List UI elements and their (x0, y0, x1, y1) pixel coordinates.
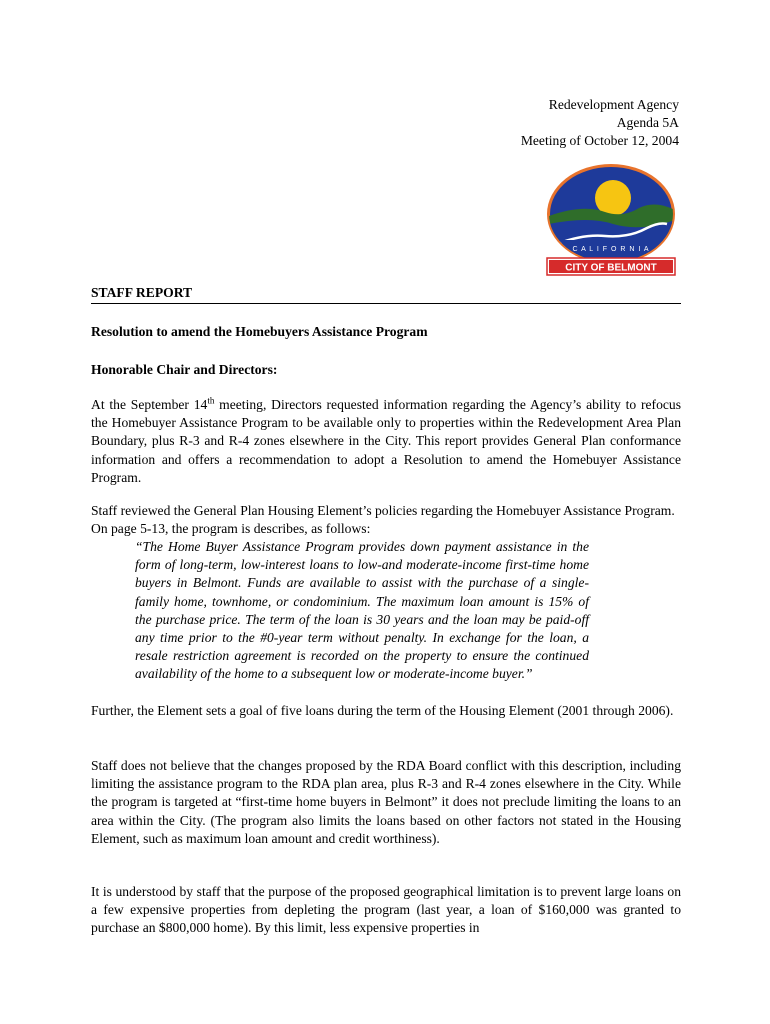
paragraph-3: Further, the Element sets a goal of five loans during the term of the Housing Element (2001 through 2006). (91, 703, 674, 718)
paragraph-1-rest: meeting, Directors requested information regarding the Agency’s ability to refocus the Homebuyer Assistance Program to be available only to properties within the Redevelopment Area Plan Boundary, plus R-3 and R-4 zones elsewhere in the City. This report provides General Plan conformance information and offers a recommendation to adopt a Resolution to amend the Homebuyer Assistance Program. (91, 397, 682, 485)
paragraph-4: Staff does not believe that the changes proposed by the RDA Board conflict with this description, including limiting the assistance program to the RDA plan area, plus R-3 and R-4 zones elsewhere in the City. While the program is targeted at “first-time home buyers in Belmont” it does not preclude limiting the loans to an area within the City. (The program also limits the loans based on other factors not stated in the Housing Element, such as maximum loan amount and credit worthiness). (91, 758, 681, 846)
housing-element-quote: “The Home Buyer Assistance Program provides down payment assistance in the form of long-term, low-interest loans to low-and moderate-income first-time home buyers in Belmont. Funds are available to assist with the purchase of a single-family home, townhome, or condominium. The maximum loan amount is 15% of the purchase price. The term of the loan is 30 years and the loan may be paid-off any time prior to the #0-year term without penalty. In exchange for the loan, a resale restriction agreement is recorded on the property to ensure the continued availability of the home to a subsequent low or moderate-income buyer.” (135, 539, 589, 682)
staff-report-heading: STAFF REPORT (91, 284, 681, 304)
agenda-header (521, 96, 679, 150)
paragraph-1-start: At the September 14 (91, 397, 208, 412)
salutation: Honorable Chair and Directors: (91, 362, 278, 377)
city-label: CITY OF BELMONT (565, 262, 657, 274)
city-of-belmont-seal (543, 164, 679, 278)
ordinal-suffix: th (207, 395, 215, 406)
paragraph-5: It is understood by staff that the purpose of the proposed geographical limitation is to prevent large loans on a few expensive properties from depleting the program (last year, a loan of $160,000 was granted to purchase an $800,000 home). By this limit, less expensive properties in (91, 884, 681, 936)
paragraph-1 (91, 396, 681, 487)
report-subject: Resolution to amend the Homebuyers Assistance Program (91, 324, 428, 339)
meeting-date: Meeting of October 12, 2004 (520, 133, 679, 148)
state-label: C A L I F O R N I A (572, 246, 650, 253)
agenda-number: Agenda 5A (616, 115, 679, 130)
agency-name: Redevelopment Agency (548, 97, 679, 112)
paragraph-2: Staff reviewed the General Plan Housing Element’s policies regarding the Homebuyer Assistance Program. On page 5-13, the program is describes, as follows: (91, 503, 675, 537)
